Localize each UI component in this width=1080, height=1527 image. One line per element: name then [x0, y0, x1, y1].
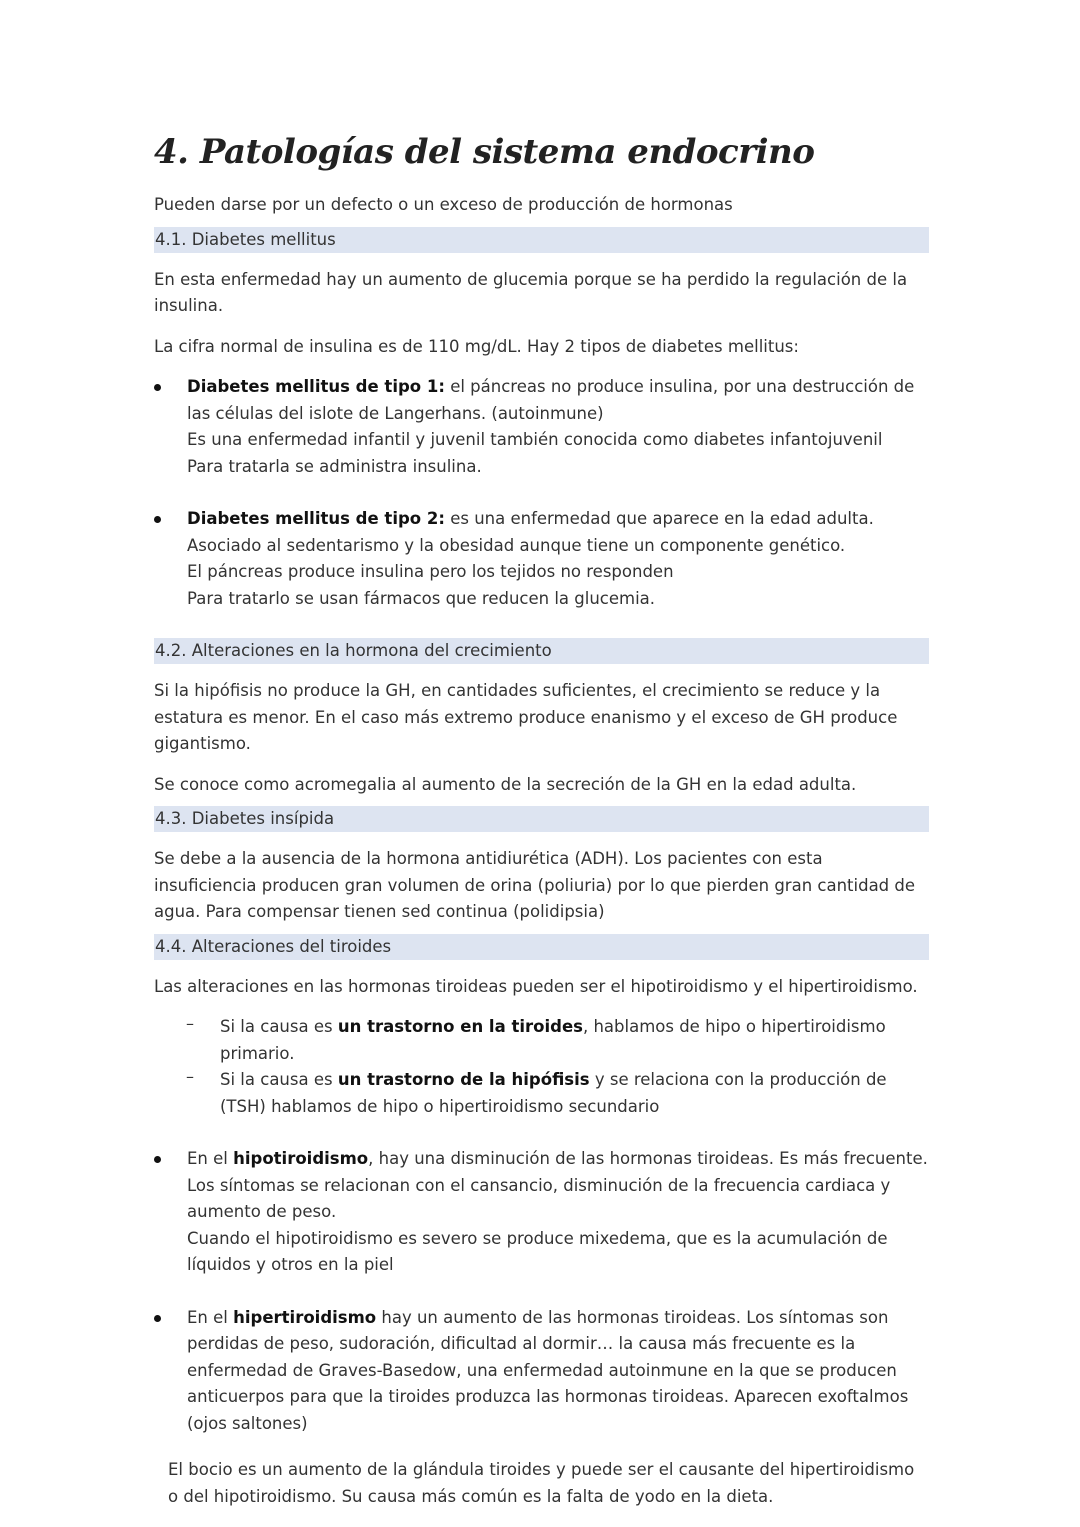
secundario-post: y se relaciona con la producción de (TSH) hablamos de hipo o hipertiroidismo secundario: [220, 1070, 887, 1116]
hipo-pre: En el: [187, 1149, 234, 1168]
tipo-2-label: Diabetes mellitus de tipo 2:: [187, 509, 445, 528]
diabetes-types-list: [154, 374, 929, 612]
tipo-2-text: es una enfermedad que aparece en la edad adulta. Asociado al sedentarismo y la obesidad aunque tiene un componente genético.: [187, 509, 874, 555]
list-item-hipotiroidismo: [154, 1146, 929, 1279]
list-item-secundario: [186, 1067, 929, 1120]
primario-pre: Si la causa es: [220, 1017, 338, 1036]
primario-post: , hablamos de hipo o hipertiroidismo primario.: [220, 1017, 886, 1063]
tiroides-types-list: [154, 1146, 929, 1437]
section-heading-hormona-crecimiento: 4.2. Alteraciones en la hormona del crecimiento: [154, 638, 929, 664]
list-item-tipo-2: [154, 506, 929, 612]
primario-bold: un trastorno en la tiroides: [337, 1017, 583, 1036]
list-item-tipo-1: [154, 374, 929, 480]
section-heading-tiroides: 4.4. Alteraciones del tiroides: [154, 934, 929, 960]
crecimiento-paragraph-2: Se conoce como acromegalia al aumento de la secreción de la GH en la edad adulta.: [154, 774, 857, 794]
bocio-paragraph: El bocio es un aumento de la glándula tiroides y puede ser el causante del hipertiroidismo o del hipotiroidismo. Su causa más común es la falta de yodo en la dieta.: [168, 1460, 915, 1506]
secundario-pre: Si la causa es: [220, 1070, 338, 1089]
hiper-post: hay un aumento de las hormonas tiroideas. Los síntomas son perdidas de peso, sudoración, dificultad al dormir… la causa más frecuente es la enfermedad de Graves-Basedow, una enfermedad autoinmune en la que se producen anticuerpos para que la tiroides produzca las hormonas tiroideas. Aparecen exoftalmos (ojos saltones): [187, 1307, 909, 1433]
diabetes-mellitus-paragraph-2: La cifra normal de insulina es de 110 mg/dL. Hay 2 tipos de diabetes mellitus:: [154, 336, 799, 356]
hiper-bold: hipertiroidismo: [233, 1307, 377, 1327]
intro-text: Pueden darse por un defecto o un exceso de producción de hormonas: [154, 195, 733, 214]
hiper-pre: En el: [187, 1307, 234, 1327]
tiroides-paragraph-1: Las alteraciones en las hormonas tiroideas pueden ser el hipotiroidismo y el hipertiroidismo.: [154, 976, 918, 996]
crecimiento-paragraph-1: Si la hipófisis no produce la GH, en cantidades suficientes, el crecimiento se reduce y la estatura es menor. En el caso más extremo produce enanismo y el exceso de GH produce gigantismo.: [154, 681, 898, 753]
tipo-2-line-2: El páncreas produce insulina pero los tejidos no responden: [187, 562, 674, 581]
tipo-1-text: el páncreas no produce insulina, por una destrucción de las células del islote de Langerhans. (autoinmune): [187, 377, 915, 423]
hipo-bold: hipotiroidismo: [233, 1149, 369, 1168]
hipo-line-2: Cuando el hipotiroidismo es severo se produce mixedema, que es la acumulación de líquidos y otros en la piel: [187, 1228, 888, 1274]
tipo-1-label: Diabetes mellitus de tipo 1:: [187, 377, 445, 396]
hipo-post: , hay una disminución de las hormonas tiroideas. Es más frecuente. Los síntomas se relacionan con el cansancio, disminución de la frecuencia cardiaca y aumento de peso.: [187, 1149, 928, 1221]
secundario-bold: un trastorno de la hipófisis: [337, 1070, 590, 1089]
tipo-1-line-3: Para tratarla se administra insulina.: [187, 456, 482, 476]
tiroides-causes-list: [154, 1014, 929, 1120]
diabetes-mellitus-paragraph-1: En esta enfermedad hay un aumento de glucemia porque se ha perdido la regulación de la insulina.: [154, 269, 908, 315]
list-item-primario: [186, 1014, 929, 1067]
list-item-hipertiroidismo: [154, 1305, 929, 1438]
tipo-2-line-3: Para tratarlo se usan fármacos que reducen la glucemia.: [187, 588, 656, 608]
diabetes-insipida-paragraph: Se debe a la ausencia de la hormona antidiurética (ADH). Los pacientes con esta insuficiencia producen gran volumen de orina (poliuria) por lo que pierden gran cantidad de agua. Para compensar tienen sed continua (polidipsia): [154, 849, 916, 921]
section-heading-diabetes-mellitus: 4.1. Diabetes mellitus: [154, 227, 929, 253]
section-heading-diabetes-insipida: 4.3. Diabetes insípida: [154, 806, 929, 832]
document-page: [154, 130, 929, 1510]
page-title: 4. Patologías del sistema endocrino: [154, 132, 815, 172]
tipo-1-line-2: Es una enfermedad infantil y juvenil también conocida como diabetes infantojuvenil: [187, 430, 883, 449]
